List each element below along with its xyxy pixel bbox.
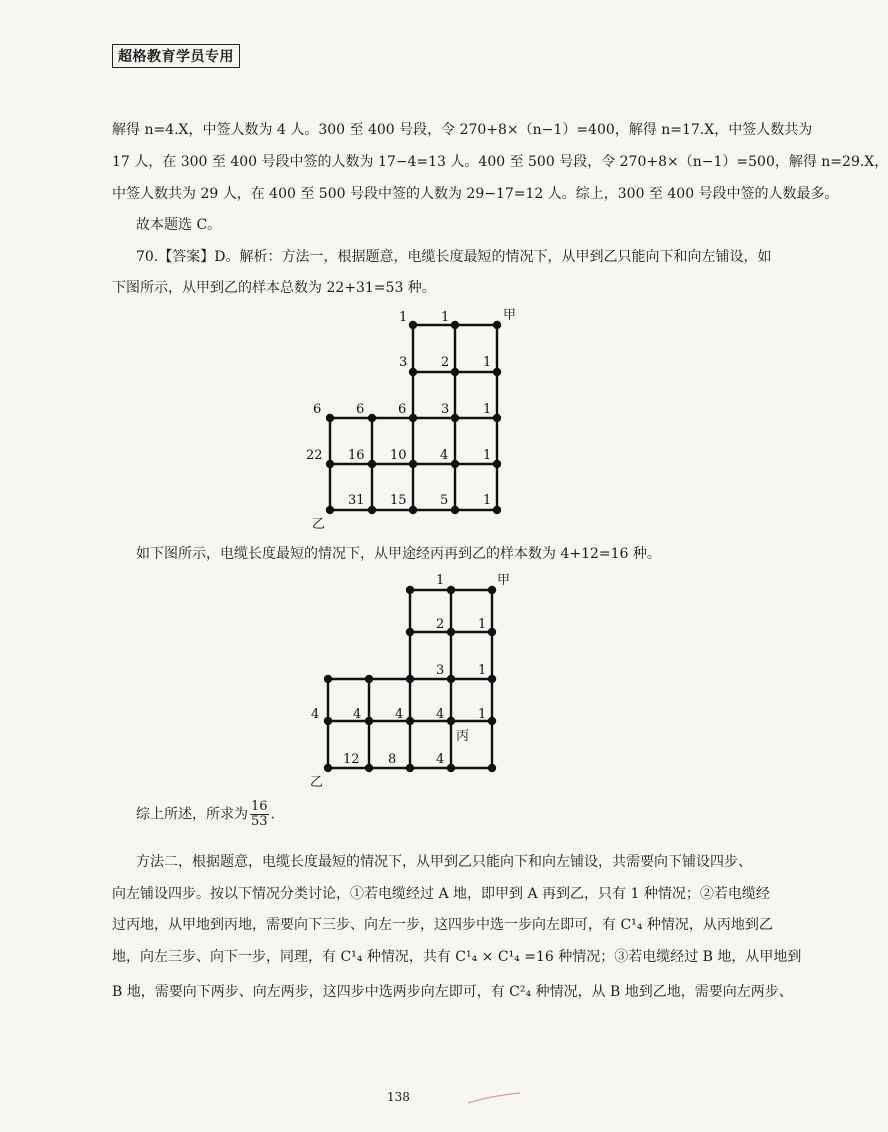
- grid-1-count-label: 5: [440, 493, 449, 508]
- conclusion-suffix: .: [270, 806, 275, 823]
- header-label: 超格教育学员专用: [112, 44, 240, 68]
- fraction-numerator: 16: [251, 799, 268, 814]
- grid-1-count-label: 3: [399, 355, 408, 370]
- pen-mark: [468, 1093, 520, 1103]
- grid-2-count-label: 2: [436, 617, 445, 632]
- grid-1-count-label: 1: [483, 402, 492, 417]
- method2-line: 过丙地，从甲地到丙地，需要向下三步、向左一步，这四步中选一步向左即可，有 C¹₄ 种情况，从丙地到乙: [112, 917, 773, 933]
- grid-1-count-label: 1: [483, 493, 492, 508]
- method2-line: B 地，需要向下两步、向左两步，这四步中选两步向左即可，有 C²₄ 种情况，从 B 地到乙地，需要向左两步、: [112, 984, 793, 1000]
- grid-2-count-label: 3: [436, 663, 445, 678]
- grid-2-count-label: 1: [436, 573, 445, 588]
- grid-2-count-label: 1: [478, 617, 487, 632]
- grid-1-count-label: 22: [306, 448, 323, 463]
- grid-1-count-label: 3: [441, 402, 450, 417]
- fraction-denominator: 53: [251, 814, 268, 829]
- paragraph-line: 70.【答案】D。解析：方法一，根据题意，电缆长度最短的情况下，从甲到乙只能向下和向左铺设，如: [136, 249, 772, 265]
- grid-1-count-label: 4: [440, 448, 449, 463]
- grid-2-count-label: 8: [388, 752, 397, 767]
- grid-1-count-label: 2: [441, 355, 450, 370]
- grid-2-count-label: 4: [436, 707, 445, 722]
- paragraph-line: 故本题选 C。: [136, 217, 222, 233]
- grid-1-count-label: 1: [399, 310, 408, 325]
- grid-2-count-label: 12: [343, 752, 360, 767]
- page-number: 138: [387, 1090, 410, 1104]
- grid-2-count-label: 4: [395, 707, 404, 722]
- grid-1-count-label: 31: [348, 493, 365, 508]
- grid-2-count-label: 1: [478, 707, 487, 722]
- grid-2-count-label: 4: [311, 707, 320, 722]
- paragraph-line: 中签人数共为 29 人，在 400 至 500 号段中签的人数为 29−17=12 人。综上，300 至 400 号段中签的人数最多。: [112, 186, 839, 202]
- paragraph-line: 17 人，在 300 至 400 号段中签的人数为 17−4=13 人。400 至 500 号段，令 270+8×（n−1）=500，解得 n=29.X，: [112, 154, 888, 170]
- grid-1-count-label: 10: [390, 448, 407, 463]
- grid-2-count-label: 1: [478, 663, 487, 678]
- grid-2-start-label: 甲: [497, 573, 511, 588]
- method2-line: 向左铺设四步。按以下情况分类讨论，①若电缆经过 A 地，即甲到 A 再到乙，只有 1 种情况；②若电缆经: [112, 886, 770, 902]
- method2-line: 地，向左三步、向下一步，同理，有 C¹₄ 种情况，共有 C¹₄ × C¹₄ =16 种情况；③若电缆经过 B 地，从甲地到: [112, 949, 802, 965]
- grid-1-count-label: 6: [398, 402, 407, 417]
- grid-1-count-label: 1: [441, 310, 450, 325]
- paragraph-line: 如下图所示，电缆长度最短的情况下，从甲途经丙再到乙的样本数为 4+12=16 种。: [136, 546, 661, 562]
- grid-2-end-label: 乙: [310, 775, 324, 790]
- grid-1-count-label: 6: [356, 402, 365, 417]
- grid-2-via-label: 丙: [456, 729, 470, 744]
- grid-1-count-label: 16: [348, 448, 365, 463]
- conclusion-prefix: 综上所述，所求为: [136, 806, 248, 823]
- grid-2-count-label: 4: [436, 752, 445, 767]
- paragraph-line: 解得 n=4.X，中签人数为 4 人。300 至 400 号段，令 270+8×（n−1）=400，解得 n=17.X，中签人数共为: [112, 122, 813, 138]
- grid-1-count-label: 1: [483, 448, 492, 463]
- grid-2-count-label: 4: [353, 707, 362, 722]
- paragraph-line: 下图所示，从甲到乙的样本总数为 22+31=53 种。: [112, 280, 436, 296]
- grid-1-start-label: 甲: [503, 308, 517, 323]
- method2-line: 方法二，根据题意，电缆长度最短的情况下，从甲到乙只能向下和向左铺设，共需要向下铺设四步、: [136, 854, 752, 870]
- grid-1-count-label: 6: [313, 402, 322, 417]
- grid-1-count-label: 1: [483, 355, 492, 370]
- grid-1-end-label: 乙: [312, 517, 326, 532]
- grid-1-count-label: 15: [390, 493, 407, 508]
